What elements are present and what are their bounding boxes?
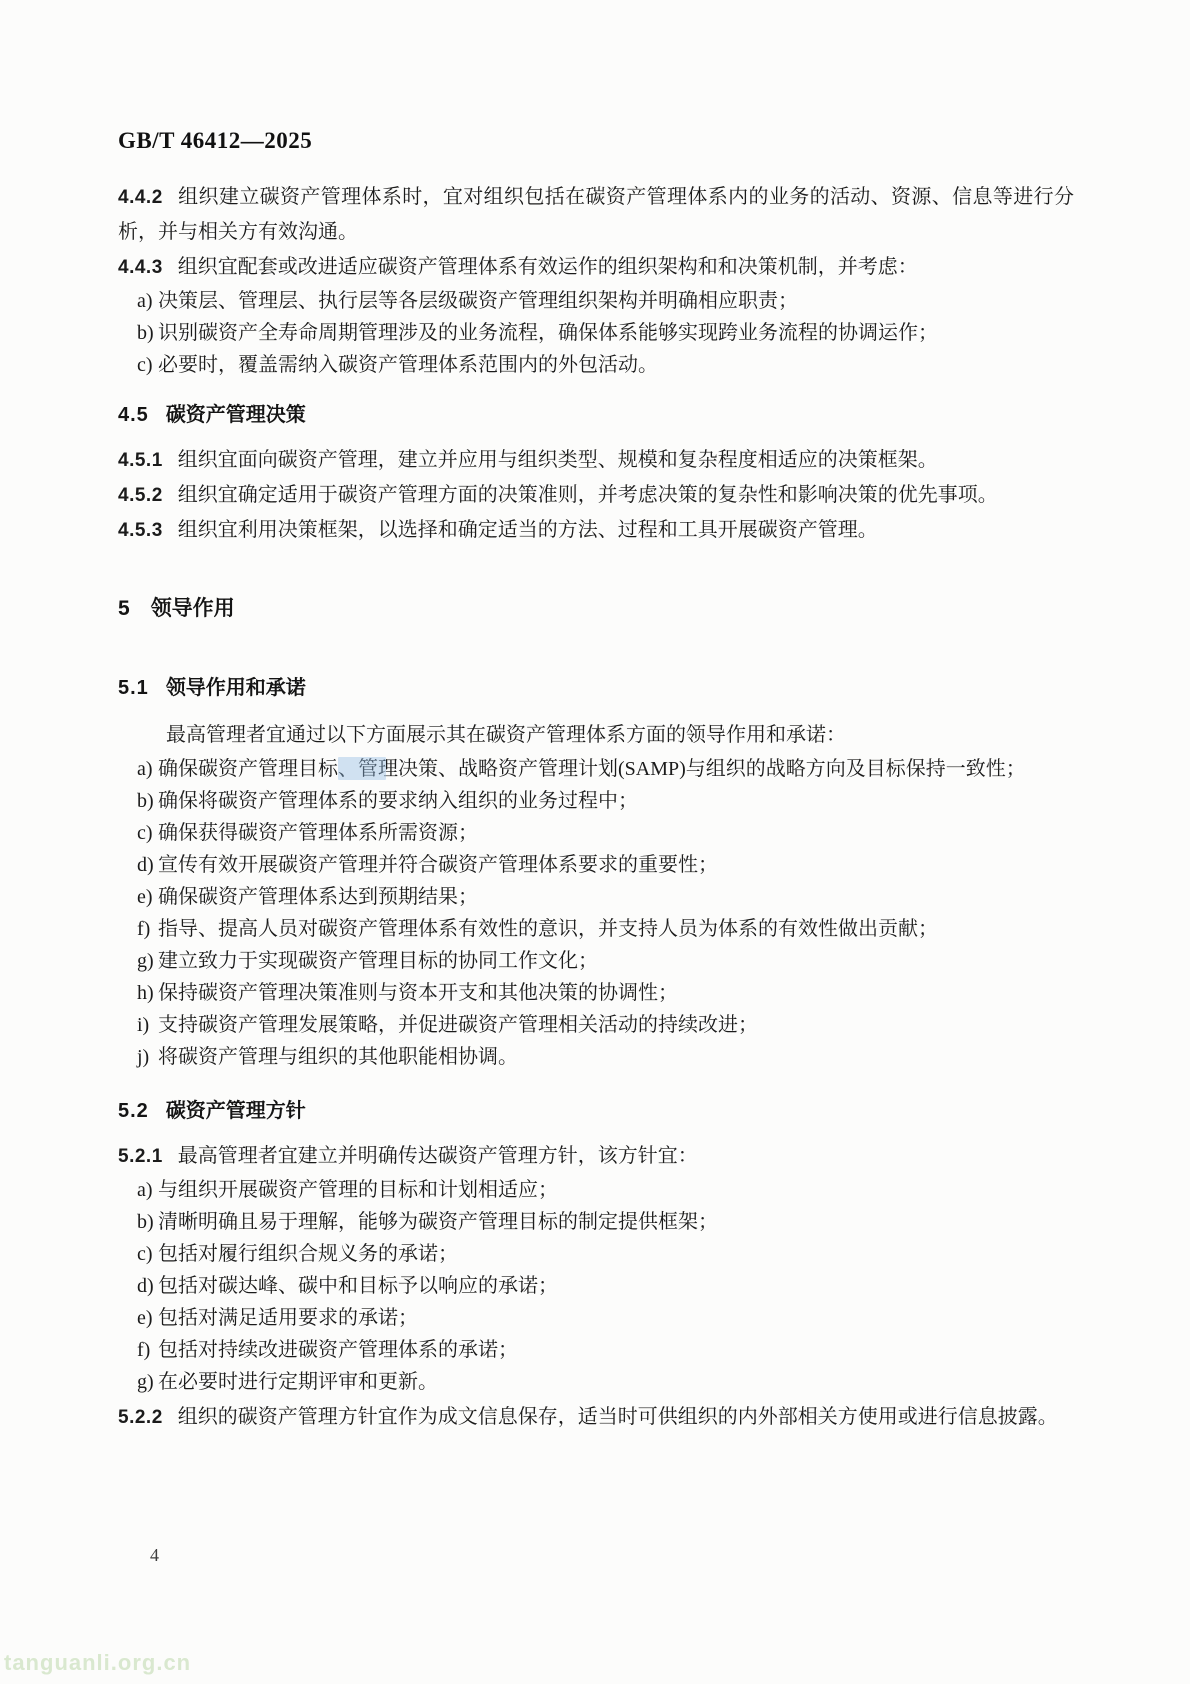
page-content [118,180,1074,1435]
paragraph-5-1-intro: 最高管理者宜通过以下方面展示其在碳资产管理体系方面的领导作用和承诺： [166,724,846,746]
list-item-text: 确保碳资产管理体系达到预期结果； [158,886,478,908]
clause-text: 组织建立碳资产管理体系时，宜对组织包括在碳资产管理体系内的业务的活动、资源、信息等进行分析，并与相关方有效沟通。 [118,186,1074,243]
clause-number: 4.4.2 [118,187,163,208]
highlight-watermark-box [338,757,386,780]
list-item-label: c) [137,1243,153,1265]
list-item-text: 保持碳资产管理决策准则与资本开支和其他决策的协调性； [158,982,678,1004]
list-item-label: a) [137,1179,153,1201]
list-item [118,1206,1074,1238]
clause-number: 5.2.2 [118,1407,163,1428]
list-item [118,753,1074,785]
clause-4-4-2 [118,180,1074,250]
clause-5-2-1 [118,1139,1074,1174]
list-item-text: 必要时，覆盖需纳入碳资产管理体系范围内的外包活动。 [158,354,658,376]
list-item-label: g) [137,950,154,972]
clause-5-2-2 [118,1400,1074,1435]
list-item-label: b) [137,322,154,344]
clause-4-5-2 [118,478,1074,513]
list-item-label: d) [137,1275,154,1297]
list-item-text: 包括对碳达峰、碳中和目标予以响应的承诺； [158,1275,558,1297]
list-item [118,945,1074,977]
list-item-text: 将碳资产管理与组织的其他职能相协调。 [158,1046,518,1068]
heading-5-1 [118,670,1074,706]
clause-number: 4.5.1 [118,450,163,471]
list-item-text: 清晰明确且易于理解，能够为碳资产管理目标的制定提供框架； [158,1211,718,1233]
heading-title: 碳资产管理方针 [165,1100,306,1122]
list-item [118,881,1074,913]
list-item-label: a) [137,290,153,312]
list-item [118,849,1074,881]
list-item-text: 宣传有效开展碳资产管理并符合碳资产管理体系要求的重要性； [158,854,718,876]
list-item-label: g) [137,1371,154,1393]
list-item-text: 决策层、管理层、执行层等各层级碳资产管理组织架构并明确相应职责； [158,290,798,312]
list-item-text: 在必要时进行定期评审和更新。 [158,1371,438,1393]
list-item [118,913,1074,945]
heading-title: 碳资产管理决策 [165,404,306,426]
list-item-text: 识别碳资产全寿命周期管理涉及的业务流程，确保体系能够实现跨业务流程的协调运作； [158,322,938,344]
list-item [118,1009,1074,1041]
clause-number: 4.5.2 [118,485,163,506]
doc-code-header: GB/T 46412—2025 [118,128,313,153]
clause-number: 4.5.3 [118,520,163,541]
list-item-label: i) [137,1014,150,1036]
heading-number: 5.1 [118,677,149,699]
clause-number: 4.4.3 [118,257,163,278]
list-item-label: e) [137,1307,153,1329]
list-item-text: 建立致力于实现碳资产管理目标的协同工作文化； [158,950,598,972]
clause-text: 组织宜面向碳资产管理，建立并应用与组织类型、规模和复杂程度相适应的决策框架。 [177,449,938,471]
list-item [118,1334,1074,1366]
list-item-label: h) [137,982,154,1004]
list-item-text: 与组织开展碳资产管理的目标和计划相适应； [158,1179,558,1201]
list-item [118,1270,1074,1302]
clause-text: 组织宜配套或改进适应碳资产管理体系有效运作的组织架构和和决策机制，并考虑： [177,256,918,278]
heading-number: 4.5 [118,404,149,426]
clause-4-5-1 [118,443,1074,478]
heading-chapter-5 [118,590,1074,628]
clause-number: 5.2.1 [118,1146,163,1167]
heading-title: 领导作用和承诺 [165,677,306,699]
list-item-label: e) [137,886,153,908]
list-item-label: f) [137,918,151,940]
list-item [118,785,1074,817]
clause-text: 组织宜确定适用于碳资产管理方面的决策准则，并考虑决策的复杂性和影响决策的优先事项。 [177,484,998,506]
list-item-text: 包括对履行组织合规义务的承诺； [158,1243,458,1265]
list-item [118,1041,1074,1073]
list-5-1 [118,753,1074,1073]
list-item-text: 支持碳资产管理发展策略，并促进碳资产管理相关活动的持续改进； [158,1014,758,1036]
list-item [118,1174,1074,1206]
list-item [118,1302,1074,1334]
list-item-label: c) [137,822,153,844]
site-watermark: tanguanli.org.cn [4,1650,192,1675]
list-item [118,317,1074,349]
page-number: 4 [150,1545,159,1565]
clause-text: 组织的碳资产管理方针宜作为成文信息保存，适当时可供组织的内外部相关方使用或进行信息披露。 [177,1406,1058,1428]
list-5-2-1 [118,1174,1074,1398]
list-item-text: 确保碳资产管理目标、管理决策、战略资产管理计划(SAMP)与组织的战略方向及目标保持一致性； [158,758,1026,780]
list-item-text: 包括对满足适用要求的承诺； [158,1307,418,1329]
heading-4-5 [118,397,1074,433]
heading-number: 5 [118,597,130,620]
list-item [118,349,1074,381]
list-item [118,977,1074,1009]
list-item-label: j) [137,1046,150,1068]
clause-text: 最高管理者宜建立并明确传达碳资产管理方针，该方针宜： [177,1145,698,1167]
heading-5-2 [118,1093,1074,1129]
list-item-label: b) [137,1211,154,1233]
list-4-4-3 [118,285,1074,381]
list-item-label: f) [137,1339,151,1361]
clause-4-5-3 [118,513,1074,548]
list-item-text: 确保将碳资产管理体系的要求纳入组织的业务过程中； [158,790,638,812]
list-item [118,817,1074,849]
clause-4-4-3 [118,250,1074,285]
list-item-label: c) [137,354,153,376]
list-item [118,1366,1074,1398]
list-item-text: 包括对持续改进碳资产管理体系的承诺； [158,1339,518,1361]
clause-text: 组织宜利用决策框架，以选择和确定适当的方法、过程和工具开展碳资产管理。 [177,519,878,541]
list-item-text: 指导、提高人员对碳资产管理体系有效性的意识，并支持人员为体系的有效性做出贡献； [158,918,938,940]
list-item-label: d) [137,854,154,876]
list-item-text: 确保获得碳资产管理体系所需资源； [158,822,478,844]
heading-number: 5.2 [118,1100,149,1122]
list-item-label: a) [137,758,153,780]
list-item [118,285,1074,317]
list-item [118,1238,1074,1270]
list-item-label: b) [137,790,154,812]
heading-title: 领导作用 [150,597,235,620]
